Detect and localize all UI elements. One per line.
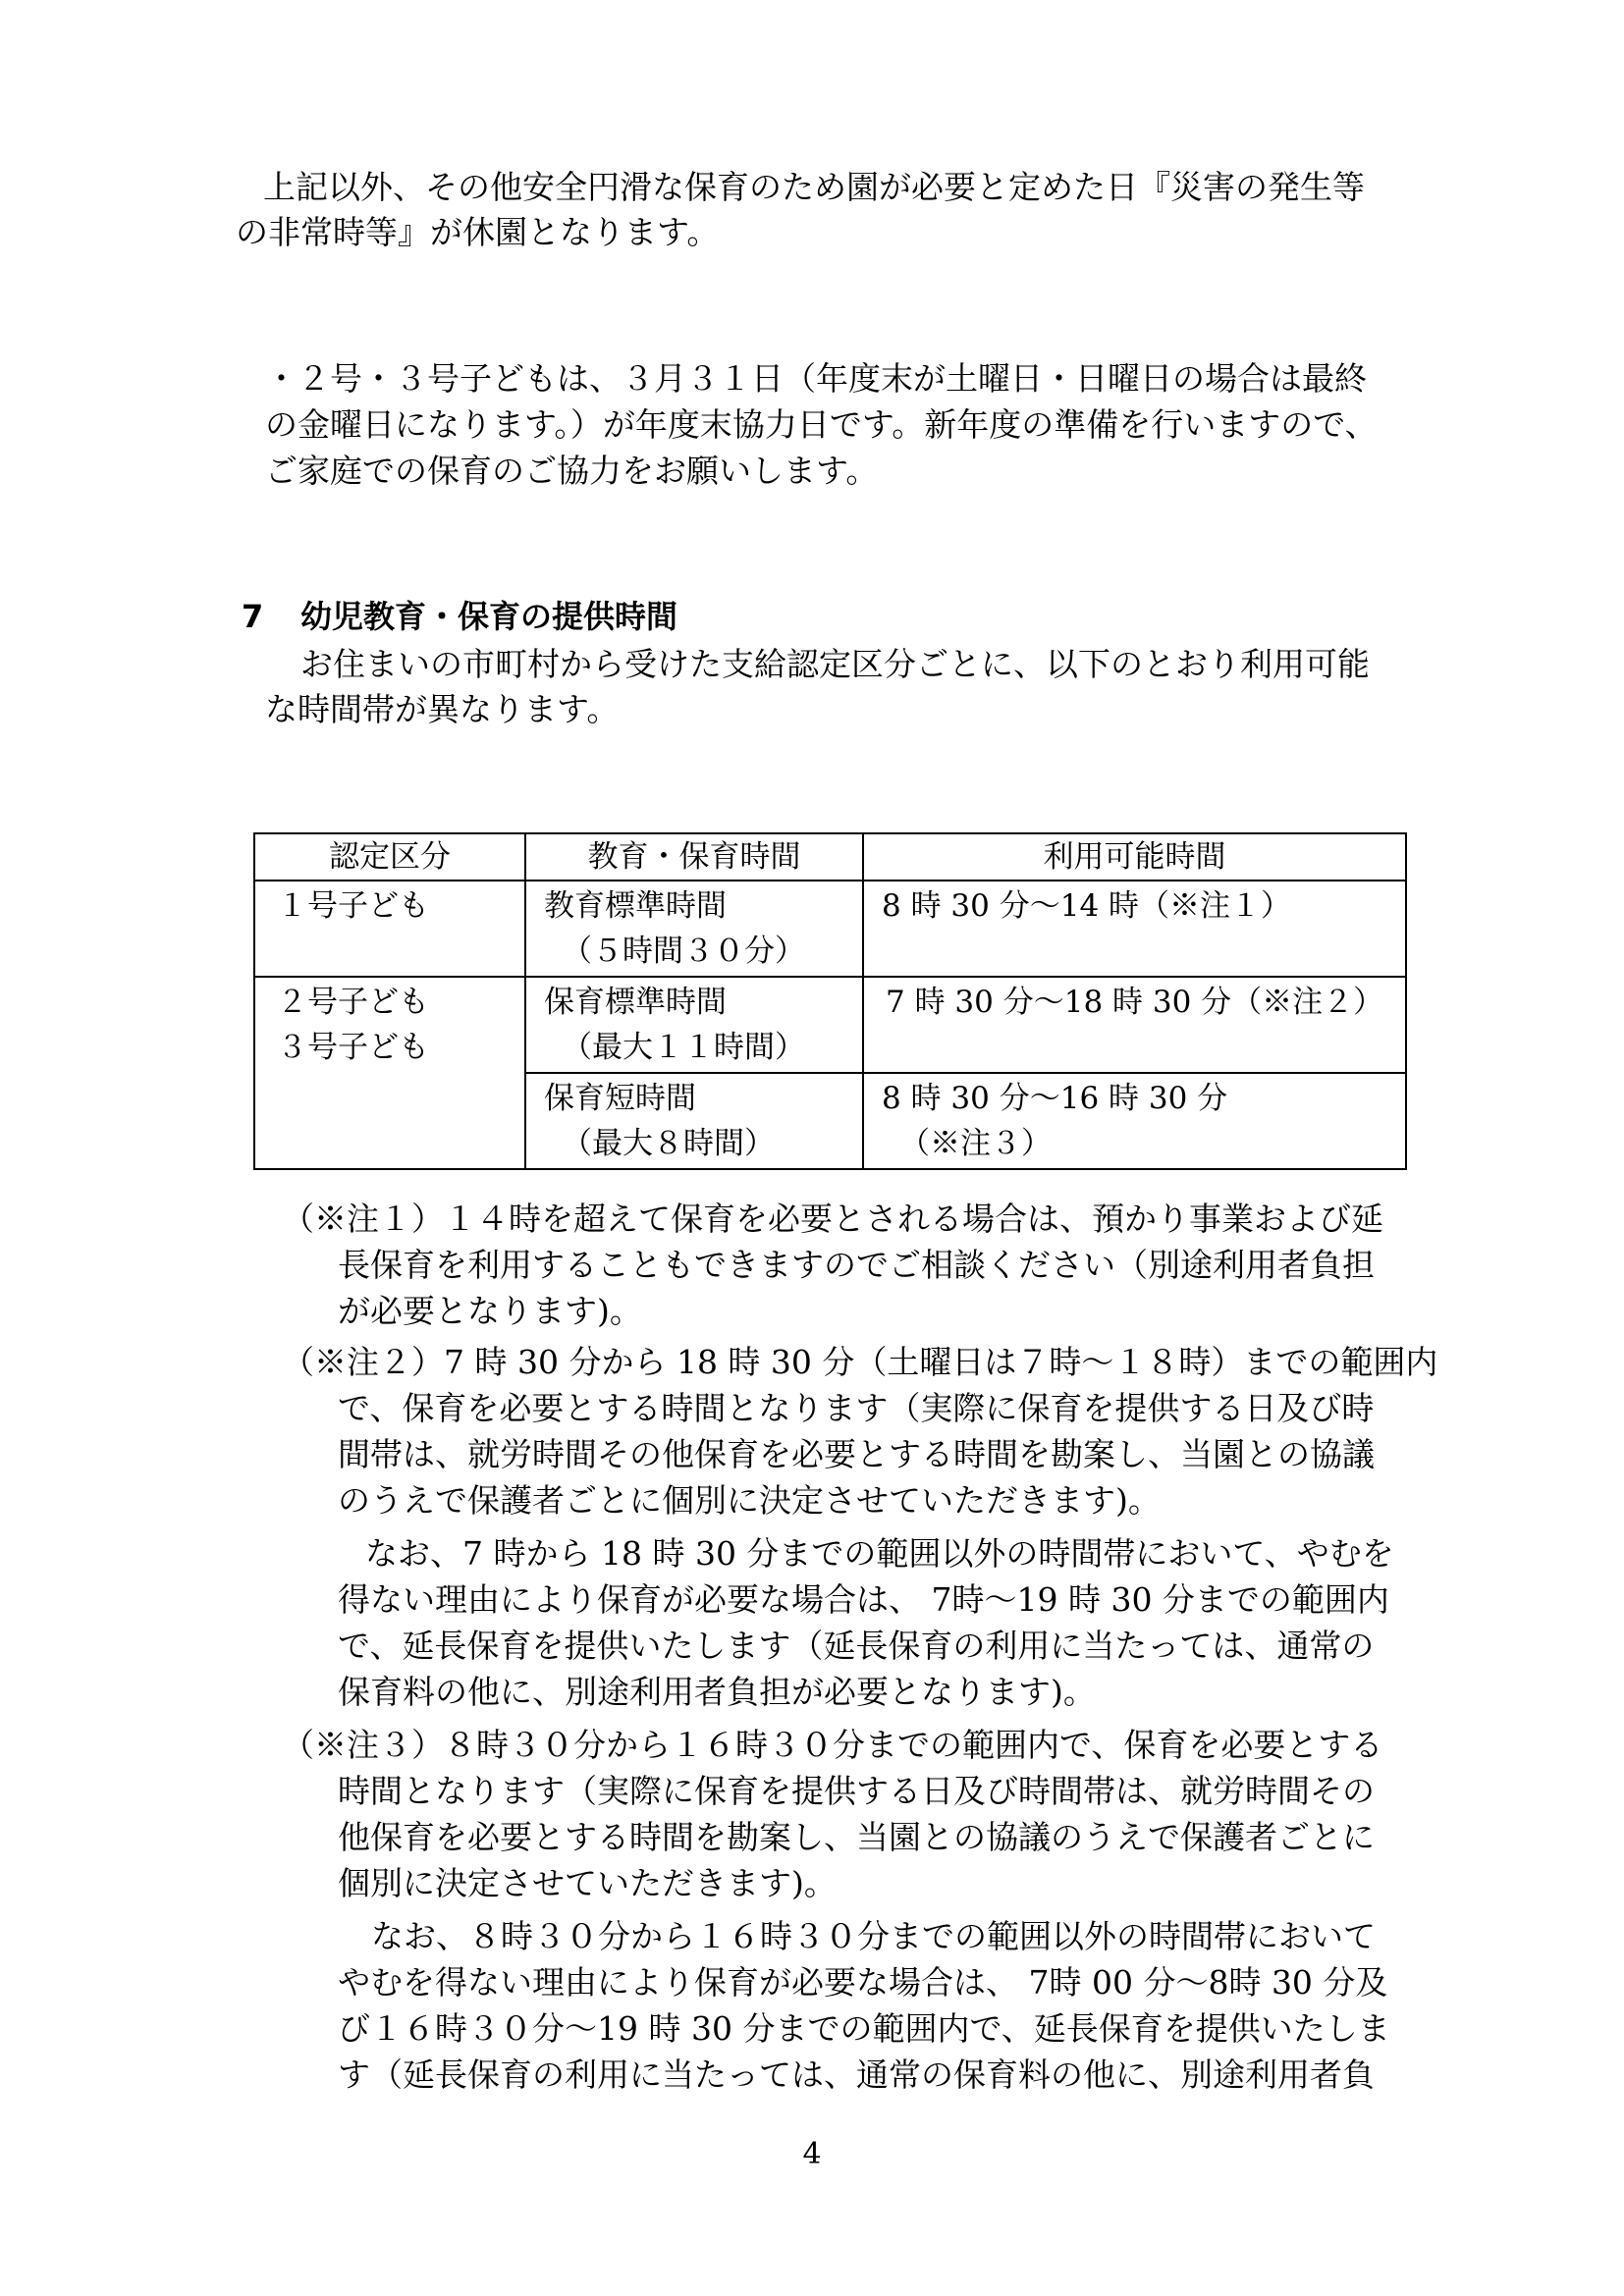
row3-time-type-line2: （最大８時間） xyxy=(562,1126,775,1161)
note2-line-6: 得ない理由により保育が必要な場合は、 7時～19 時 30 分までの範囲内 xyxy=(338,1580,1389,1619)
note3-line-2: 時間となります（実際に保育を提供する日及び時間帯は、就労時間その xyxy=(338,1772,1375,1810)
row3-available-line1: 8 時 30 分～16 時 30 分 xyxy=(882,1081,1228,1116)
row2-category-line2: ３号子ども xyxy=(277,1030,429,1065)
row1-category: １号子ども xyxy=(254,881,525,977)
header-time-type: 教育・保育時間 xyxy=(525,833,863,881)
note2-line-4: のうえで保護者ごとに個別に決定させていただきます)。 xyxy=(338,1481,1161,1520)
section-number: 7 xyxy=(242,598,264,635)
intro-line-1: 上記以外、その他安全円滑な保育のため園が必要と定めた日『災害の発生等 xyxy=(263,168,1365,206)
row2-time-type-line1: 保育標準時間 xyxy=(544,985,727,1020)
note3-line-4: 個別に決定させていただきます)。 xyxy=(338,1864,837,1902)
hours-table xyxy=(253,832,1407,1170)
note3-line-6: やむを得ない理由により保育が必要な場合は、 7時 00 分～8時 30 分及 xyxy=(338,1963,1388,2002)
note3-line-5: なお、８時３０分から１６時３０分までの範囲以外の時間帯において xyxy=(371,1917,1376,1955)
row3-available xyxy=(863,1073,1406,1169)
page-number: 4 xyxy=(802,2137,822,2171)
section-intro-line-1: お住まいの市町村から受けた支給認定区分ごとに、以下のとおり利用可能 xyxy=(300,645,1370,683)
row2-category xyxy=(254,977,525,1169)
note2-line-1: （※注２）7 時 30 分から 18 時 30 分（土曜日は７時～１８時）までの範囲内 xyxy=(282,1343,1438,1381)
table-header-row xyxy=(254,833,1406,881)
note2-line-8: 保育料の他に、別途利用者負担が必要となります)。 xyxy=(338,1673,1096,1711)
section-title: 幼児教育・保育の提供時間 xyxy=(300,598,678,635)
row1-time-type-line2: （５時間３０分） xyxy=(562,934,805,969)
table-row xyxy=(254,977,1406,1073)
note2-line-2: で、保育を必要とする時間となります（実際に保育を提供する日及び時 xyxy=(338,1389,1375,1427)
note3-line-3: 他保育を必要とする時間を勘案し、当園との協議のうえで保護者ごとに xyxy=(338,1818,1375,1856)
row2-time-type-line2: （最大１１時間） xyxy=(562,1030,805,1065)
header-available: 利用可能時間 xyxy=(863,833,1406,881)
note2-line-3: 間帯は、就労時間その他保育を必要とする時間を勘案し、当園との協議 xyxy=(338,1435,1375,1473)
row3-time-type xyxy=(525,1073,863,1169)
intro-line-2: の非常時等』が休園となります。 xyxy=(236,213,720,251)
row2-time-type xyxy=(525,977,863,1073)
note2-line-5: なお、7 時から 18 時 30 分までの範囲以外の時間帯において、やむを xyxy=(365,1534,1394,1573)
row2-available: 7 時 30 分～18 時 30 分（※注２） xyxy=(863,977,1406,1073)
note1-line-3: が必要となります)。 xyxy=(338,1292,642,1330)
note3-line-1: （※注３）８時３０分から１６時３０分までの範囲内で、保育を必要とする xyxy=(282,1726,1383,1764)
row1-time-type xyxy=(525,881,863,977)
row3-time-type-line1: 保育短時間 xyxy=(544,1081,696,1116)
fiscal-note-line-3: ご家庭での保育のご協力をお願いします。 xyxy=(265,452,879,490)
note1-line-1: （※注１）１４時を超えて保育を必要とされる場合は、預かり事業および延 xyxy=(282,1200,1383,1238)
note1-line-2: 長保育を利用することもできますのでご相談ください（別途利用者負担 xyxy=(338,1246,1375,1284)
note3-line-7: び１６時３０分～19 時 30 分までの範囲内で、延長保育を提供いたしま xyxy=(338,2009,1390,2048)
row1-available: 8 時 30 分～14 時（※注１） xyxy=(863,881,1406,977)
section-intro-line-2: な時間帯が異なります。 xyxy=(265,690,620,728)
fiscal-note-line-2: の金曜日になります。）が年度末協力日です。新年度の準備を行いますので、 xyxy=(265,405,1378,444)
fiscal-note-line-1: ・２号・３号子どもは、３月３１日（年度末が土曜日・日曜日の場合は最終 xyxy=(265,359,1367,398)
row3-available-line2: （※注３） xyxy=(899,1126,1052,1161)
table-row xyxy=(254,881,1406,977)
note3-line-8: す（延長保育の利用に当たっては、通常の保育料の他に、別途利用者負 xyxy=(338,2056,1375,2094)
row1-time-type-line1: 教育標準時間 xyxy=(544,888,727,924)
note2-line-7: で、延長保育を提供いたします（延長保育の利用に当たっては、通常の xyxy=(338,1627,1375,1665)
header-category: 認定区分 xyxy=(254,833,525,881)
row2-category-line1: ２号子ども xyxy=(277,985,429,1020)
